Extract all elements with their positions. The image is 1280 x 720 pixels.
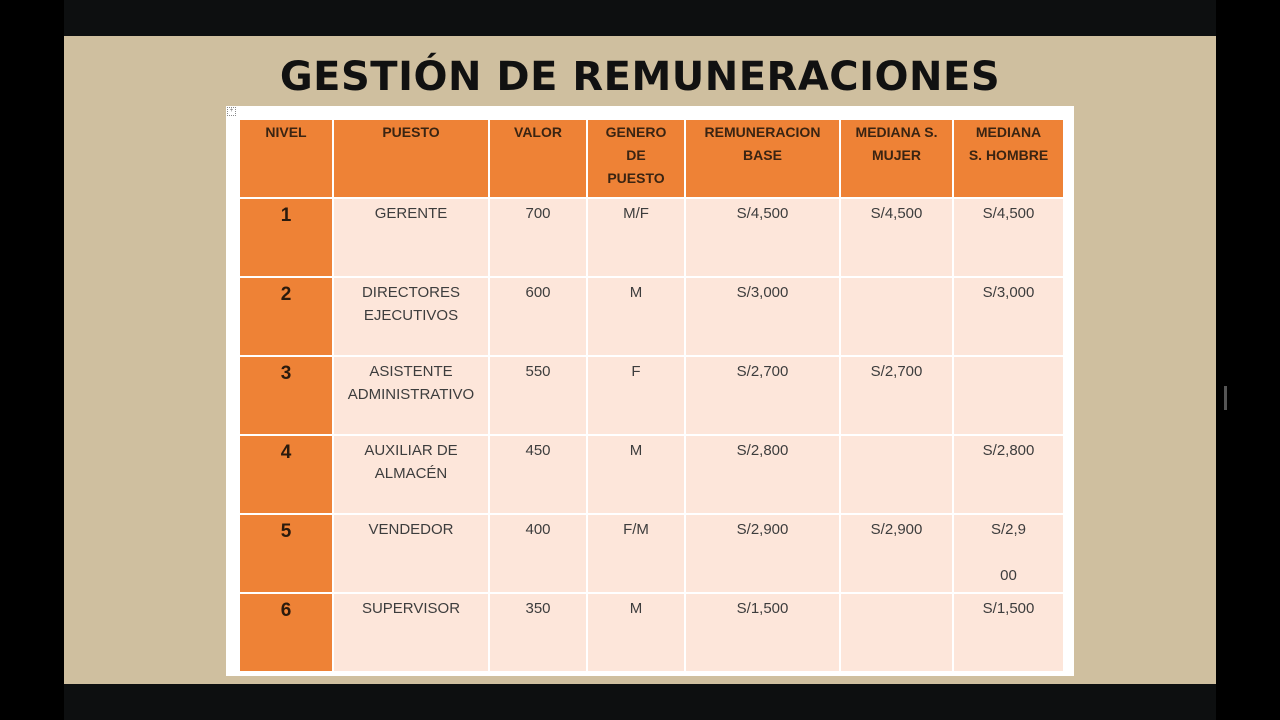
- header-puesto: PUESTO: [333, 119, 489, 198]
- letterbox-top: [0, 0, 1280, 36]
- cell-valor: 600: [489, 277, 587, 356]
- cell-genero: M: [587, 435, 685, 514]
- cell-puesto: VENDEDOR: [333, 514, 489, 593]
- cell-mediana-mujer: S/2,700: [840, 356, 953, 435]
- cell-valor: 700: [489, 198, 587, 277]
- table-row: [239, 277, 1064, 356]
- table-row: [239, 356, 1064, 435]
- cell-valor: 400: [489, 514, 587, 593]
- table-row: [239, 593, 1064, 672]
- table-move-handle-icon[interactable]: +: [227, 107, 236, 116]
- cell-genero: M: [587, 277, 685, 356]
- cell-remuneracion-base: S/2,800: [685, 435, 840, 514]
- slide: [64, 36, 1216, 684]
- remuneration-table: [238, 118, 1065, 673]
- table-row: [239, 514, 1064, 593]
- pillarbox-right: [1216, 0, 1280, 720]
- table-header-row: [239, 119, 1064, 198]
- cell-nivel: 4: [239, 435, 333, 514]
- cell-remuneracion-base: S/4,500: [685, 198, 840, 277]
- text-cursor-icon: [1224, 386, 1227, 410]
- cell-mediana-mujer: [840, 435, 953, 514]
- cell-mediana-hombre: [953, 356, 1064, 435]
- cell-puesto: AUXILIAR DE ALMACÉN: [333, 435, 489, 514]
- cell-valor: 550: [489, 356, 587, 435]
- table-sheet: [226, 106, 1074, 676]
- header-mediana-mujer: MEDIANA S. MUJER: [840, 119, 953, 198]
- cell-remuneracion-base: S/3,000: [685, 277, 840, 356]
- cell-mediana-mujer: S/4,500: [840, 198, 953, 277]
- cell-genero: M/F: [587, 198, 685, 277]
- cell-genero: F: [587, 356, 685, 435]
- cell-mediana-hombre: S/4,500: [953, 198, 1064, 277]
- cell-nivel: 6: [239, 593, 333, 672]
- cell-mediana-mujer: [840, 277, 953, 356]
- cell-remuneracion-base: S/2,700: [685, 356, 840, 435]
- header-nivel: NIVEL: [239, 119, 333, 198]
- cell-mediana-hombre: S/2,800: [953, 435, 1064, 514]
- cell-puesto: DIRECTORES EJECUTIVOS: [333, 277, 489, 356]
- cell-valor: 450: [489, 435, 587, 514]
- cell-mediana-mujer: [840, 593, 953, 672]
- cell-mediana-hombre: S/2,9 00: [953, 514, 1064, 593]
- cell-genero: M: [587, 593, 685, 672]
- header-valor: VALOR: [489, 119, 587, 198]
- cell-nivel: 3: [239, 356, 333, 435]
- cell-puesto: ASISTENTE ADMINISTRATIVO: [333, 356, 489, 435]
- table-row: [239, 435, 1064, 514]
- cell-remuneracion-base: S/2,900: [685, 514, 840, 593]
- cell-nivel: 1: [239, 198, 333, 277]
- header-genero-de-puesto: GENERO DE PUESTO: [587, 119, 685, 198]
- cell-mediana-hombre: S/1,500: [953, 593, 1064, 672]
- cell-mediana-hombre: S/3,000: [953, 277, 1064, 356]
- pillarbox-left: [0, 0, 64, 720]
- header-mediana-hombre: MEDIANA S. HOMBRE: [953, 119, 1064, 198]
- cell-nivel: 5: [239, 514, 333, 593]
- cell-nivel: 2: [239, 277, 333, 356]
- letterbox-bottom: [0, 684, 1280, 720]
- cell-remuneracion-base: S/1,500: [685, 593, 840, 672]
- cell-mediana-mujer: S/2,900: [840, 514, 953, 593]
- cell-puesto: SUPERVISOR: [333, 593, 489, 672]
- cell-valor: 350: [489, 593, 587, 672]
- table-row: [239, 198, 1064, 277]
- slide-title: GESTIÓN DE REMUNERACIONES: [279, 54, 1001, 100]
- header-remuneracion-base: REMUNERACION BASE: [685, 119, 840, 198]
- cell-puesto: GERENTE: [333, 198, 489, 277]
- cell-genero: F/M: [587, 514, 685, 593]
